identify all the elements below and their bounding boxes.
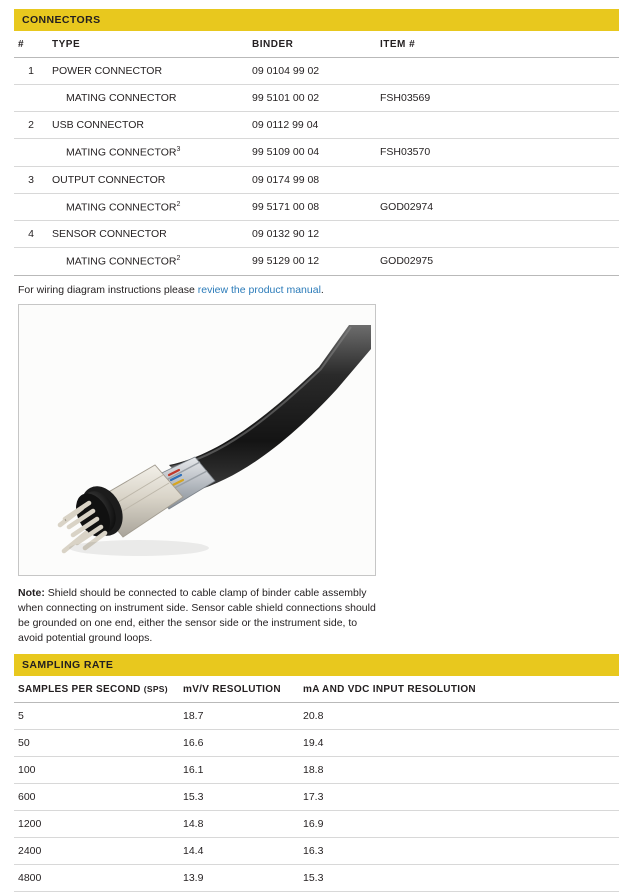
cell-type [48,112,248,139]
sampling-rate-table [14,676,619,892]
cell-sps: 4800 [14,865,179,892]
cell-item [376,58,619,85]
cell-type [48,248,248,276]
footnote-marker: 2 [176,255,181,262]
cell-type [48,58,248,85]
cell-sps: 2400 [14,838,179,865]
footnote-marker: 2 [176,200,181,208]
cell-sps: 600 [14,784,179,811]
cell-ma-vdc: 16.3 [299,838,619,865]
wiring-diagram-note [14,276,619,302]
cell-ma-vdc: 20.8 [299,703,619,730]
note-label: Note: [18,586,45,599]
cell-type [48,221,248,248]
cell-binder: 09 0104 99 02 [248,58,376,85]
cell-ma-vdc: 19.4 [299,730,619,757]
cell-ma-vdc: 15.3 [299,865,619,892]
cell-type-label: MATING CONNECTOR [66,92,177,104]
cell-binder: 99 5129 00 12 [248,248,376,276]
cell-mvv: 13.9 [179,865,299,892]
column-header-binder: BINDER [248,31,376,58]
wiring-trail-text: . [320,283,324,296]
cell-num [14,193,48,221]
table-row [14,703,619,730]
cell-type-label: MATING CONNECTOR [66,255,177,268]
table-row [14,838,619,865]
table-row [14,248,619,276]
cell-item [376,166,619,193]
cell-item: FSH03569 [376,85,619,112]
column-header-num: # [14,31,48,58]
cell-sps: 100 [14,757,179,784]
table-row [14,166,619,193]
cell-type [48,139,248,167]
cell-num: 4 [14,221,48,248]
cell-type-label: MATING CONNECTOR [66,201,177,213]
table-header-row [14,31,619,58]
cell-num [14,248,48,276]
table-row [14,112,619,139]
cell-num: 1 [14,58,48,85]
cell-binder: 99 5109 00 04 [248,139,376,167]
cell-mvv: 16.1 [179,757,299,784]
cell-type-label: USB CONNECTOR [52,119,144,131]
column-header-sps-main: SAMPLES PER SECOND [18,684,144,696]
document-page [0,9,633,885]
connector-photo [18,304,376,576]
cell-sps: 50 [14,730,179,757]
product-manual-link[interactable]: review the product manual [197,283,321,296]
cell-ma-vdc: 16.9 [299,811,619,838]
table-row [14,865,619,892]
cell-ma-vdc: 17.3 [299,784,619,811]
table-row [14,193,619,221]
note-text: Shield should be connected to cable clamp of binder cable assembly when connecting on instrument side. Sensor cable shield connections should be grounded on one end, either the sensor side or the instrument side, to avoid potential ground loops. [18,586,376,645]
cell-type-label: SENSOR CONNECTOR [52,228,167,240]
column-header-sps-unit: (SPS) [143,684,168,695]
cell-mvv: 14.4 [179,838,299,865]
column-header-type: TYPE [48,31,248,58]
cell-type-label: POWER CONNECTOR [52,65,163,77]
cell-type [48,85,248,112]
cell-sps: 1200 [14,811,179,838]
cell-item: FSH03570 [376,139,619,167]
cell-binder: 99 5171 00 08 [248,193,376,221]
section-header-connectors: CONNECTORS [14,9,619,31]
cell-type [48,166,248,193]
cell-mvv: 16.6 [179,730,299,757]
cell-num: 2 [14,112,48,139]
cell-type [48,193,248,221]
column-header-item: ITEM # [376,31,619,58]
cell-binder: 09 0174 99 08 [248,166,376,193]
table-row [14,221,619,248]
connectors-table [14,31,619,276]
cell-sps: 5 [14,703,179,730]
table-header-row [14,676,619,703]
cell-mvv: 15.3 [179,784,299,811]
table-row [14,730,619,757]
footnote-marker: 3 [176,146,181,153]
cell-mvv: 14.8 [179,811,299,838]
column-header-sps [14,676,179,703]
shield-note [18,586,378,647]
cell-item: GOD02975 [376,248,619,276]
cell-item [376,221,619,248]
cell-num [14,85,48,112]
table-row [14,58,619,85]
cell-type-label: OUTPUT CONNECTOR [52,173,166,186]
cell-binder: 99 5101 00 02 [248,85,376,112]
table-row [14,784,619,811]
column-header-mvv-resolution: mV/V RESOLUTION [179,676,299,703]
cell-binder: 09 0112 99 04 [248,112,376,139]
cell-item: GOD02974 [376,193,619,221]
table-row [14,139,619,167]
cell-num [14,139,48,167]
cell-item [376,112,619,139]
cell-num: 3 [14,166,48,193]
cell-ma-vdc: 18.8 [299,757,619,784]
cell-binder: 09 0132 90 12 [248,221,376,248]
table-row [14,85,619,112]
wiring-lead-text: For wiring diagram instructions please [18,283,198,296]
cable-illustration [19,305,375,575]
sampling-rate-table-body [14,703,619,892]
table-row [14,757,619,784]
cell-mvv: 18.7 [179,703,299,730]
table-row [14,811,619,838]
column-header-ma-vdc-resolution: mA AND VDC INPUT RESOLUTION [299,676,619,703]
section-header-sampling-rate: SAMPLING RATE [14,654,619,676]
cell-type-label: MATING CONNECTOR [66,146,177,159]
connectors-table-body [14,58,619,276]
